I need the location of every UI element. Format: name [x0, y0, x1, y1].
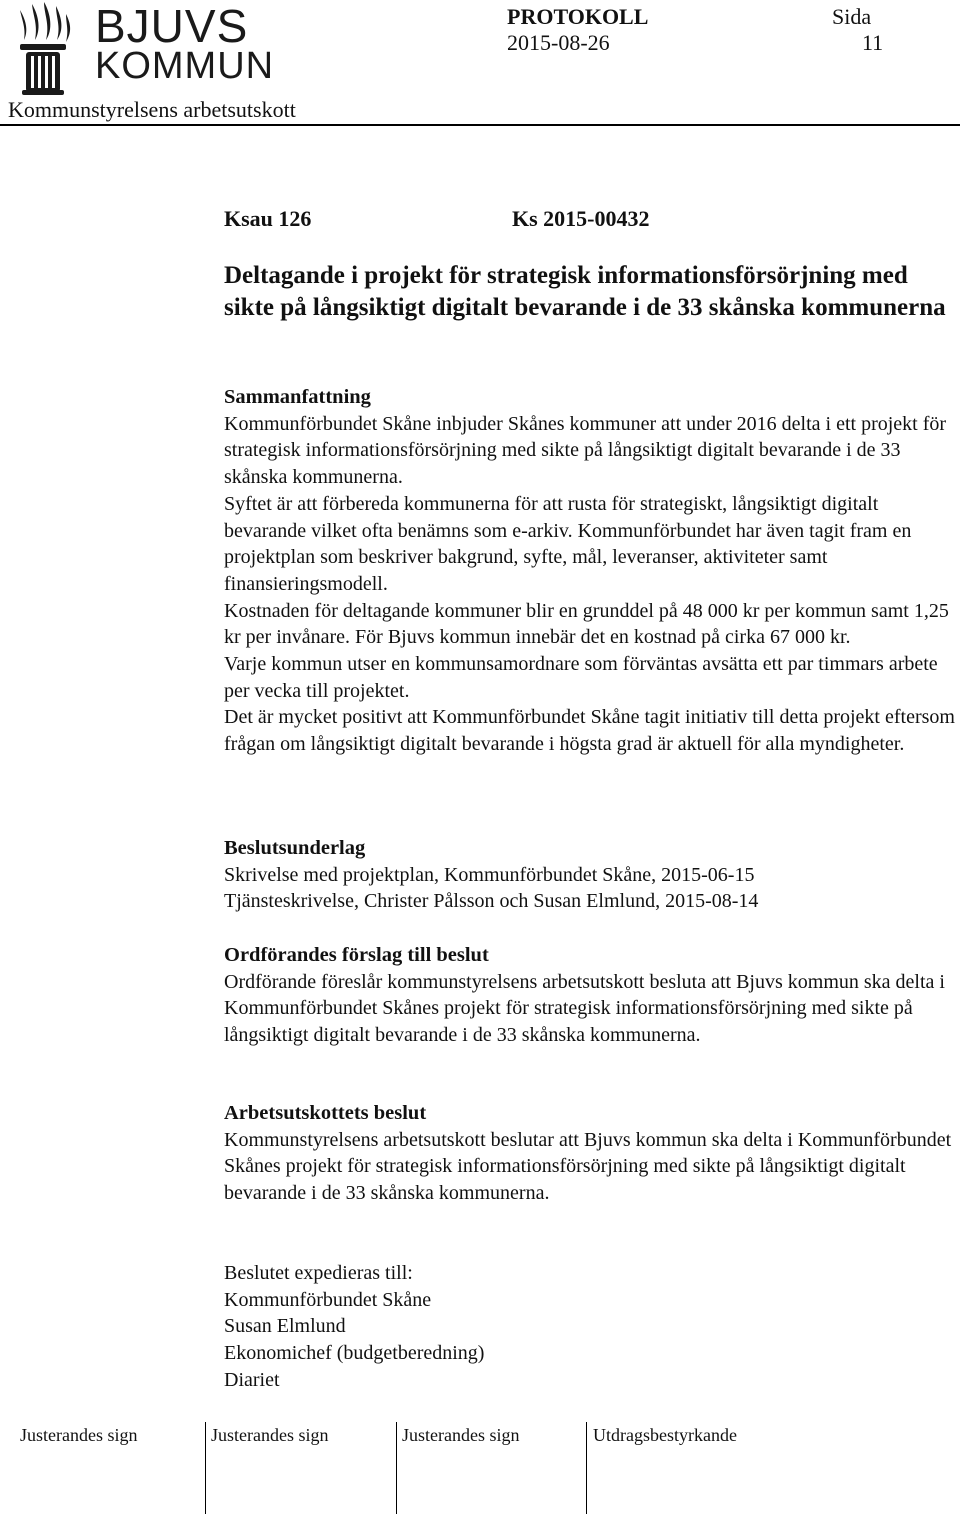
basis-line: Tjänsteskrivelse, Christer Pålsson och Susan Elmlund, 2015-08-14: [224, 890, 759, 913]
distribution-recipient: Kommunförbundet Skåne: [224, 1288, 432, 1311]
footer-certification-label: Utdragsbestyrkande: [593, 1425, 737, 1445]
header-divider: [0, 124, 960, 126]
logo-wordmark: [95, 2, 274, 86]
distribution-heading: Beslutet expedieras till:: [224, 1262, 413, 1284]
basis-heading: Beslutsunderlag: [224, 837, 366, 859]
basis-section: [224, 835, 960, 915]
footer-divider: [586, 1422, 587, 1514]
summary-paragraph: Kommunförbundet Skåne inbjuder Skånes kommuner att under 2016 delta i ett projekt för strategisk informationsförsörjning med sikte på långsiktigt digitalt bevarande i de 33 skånska kommunerna.: [224, 412, 947, 489]
logo-title: BJUVS: [95, 0, 249, 52]
case-paragraph: Ksau 126: [224, 206, 312, 231]
decision-section: [224, 1100, 954, 1207]
proposal-section: [224, 942, 960, 1049]
summary-paragraph: Syftet är att förbereda kommunerna för att rusta för strategiskt, långsiktigt digitalt bevarande vilket ofta benämns som e-arkiv. Kommunförbundet har även tagit fram en projektplan som beskriver bakgrund, syfte, mål, leveranser, aktiviteter samt finansieringsmodell.: [224, 492, 912, 595]
document-date: 2015-08-26: [507, 30, 610, 55]
distribution-recipient: Susan Elmlund: [224, 1315, 346, 1338]
case-number: Ks 2015-00432: [512, 206, 650, 231]
page-title: Deltagande i projekt för strategisk informationsförsörjning med sikte på långsiktigt digitalt bevarande i de 33 skånska kommunerna: [224, 262, 946, 321]
distribution-recipient: Diariet: [224, 1368, 280, 1391]
summary-paragraph: Det är mycket positivt att Kommunförbundet Skåne tagit initiativ till detta projekt eftersom frågan om långsiktigt digitalt bevarande i högsta grad är aktuell för alla myndigheter.: [224, 706, 955, 756]
footer-divider: [396, 1422, 397, 1514]
decision-heading: Arbetsutskottets beslut: [224, 1102, 427, 1124]
proposal-text: Ordförande föreslår kommunstyrelsens arbetsutskott besluta att Bjuvs kommun ska delta i Kommunförbundet Skånes projekt för strategisk informationsförsörjning med sikte på långsiktigt digitalt bevarande i de 33 skånska kommunerna.: [224, 970, 945, 1047]
footer-divider: [205, 1422, 206, 1514]
decision-text: Kommunstyrelsens arbetsutskott beslutar att Bjuvs kommun ska delta i Kommunförbundet Skånes projekt för strategisk informationsförsörjning med sikte på långsiktigt digitalt bevarande i de 33 skånska kommunerna.: [224, 1128, 952, 1205]
footer-sign-label-2: Justerandes sign: [211, 1425, 329, 1445]
bjuvs-logo-icon: [6, 2, 78, 96]
basis-line: Skrivelse med projektplan, Kommunförbundet Skåne, 2015-06-15: [224, 863, 755, 886]
distribution-section: [224, 1260, 960, 1394]
summary-section: [224, 384, 960, 758]
summary-paragraph: Kostnaden för deltagande kommuner blir en grunddel på 48 000 kr per kommun samt 1,25 kr per invånare. För Bjuvs kommun innebär det en kostnad på cirka 67 000 kr.: [224, 599, 949, 649]
document-type: PROTOKOLL: [507, 4, 649, 29]
proposal-heading: Ordförandes förslag till beslut: [224, 944, 489, 966]
logo-subtitle: KOMMUN: [95, 45, 275, 87]
page-label: Sida: [832, 4, 872, 29]
footer-sign-label-3: Justerandes sign: [402, 1425, 520, 1445]
committee-name: Kommunstyrelsens arbetsutskott: [8, 97, 296, 122]
summary-paragraph: Varje kommun utser en kommunsamordnare som förväntas avsätta ett par timmars arbete per vecka till projektet.: [224, 653, 938, 702]
distribution-recipient: Ekonomichef (budgetberedning): [224, 1342, 485, 1365]
page-number: 11: [862, 30, 884, 55]
summary-heading: Sammanfattning: [224, 386, 371, 408]
footer-sign-label-1: Justerandes sign: [20, 1425, 138, 1445]
